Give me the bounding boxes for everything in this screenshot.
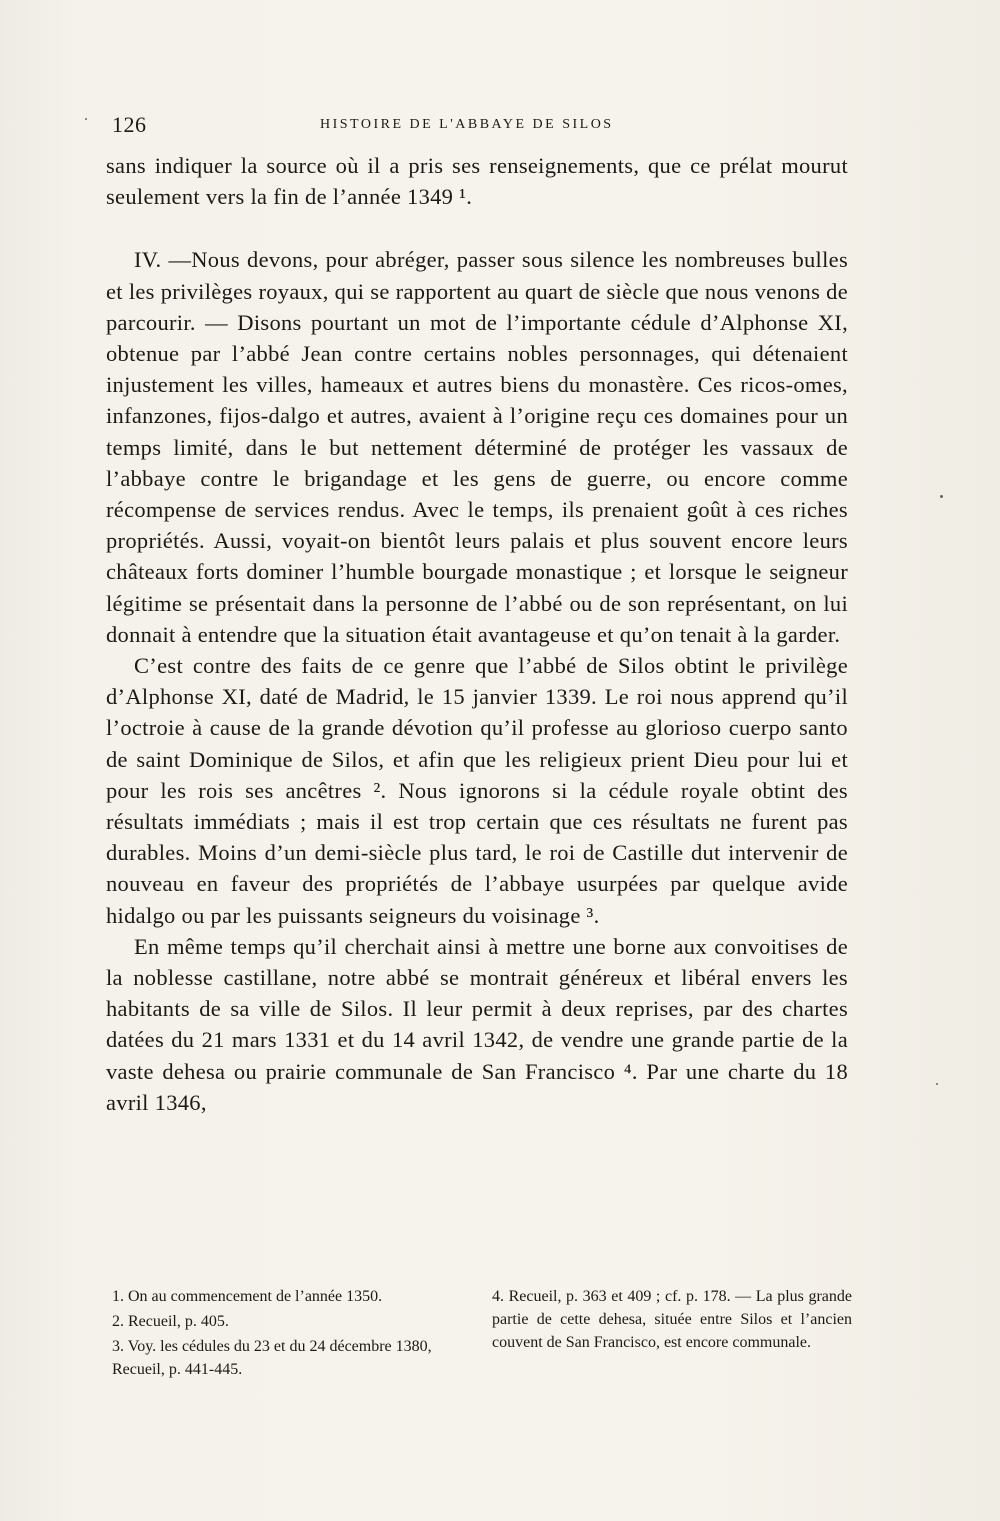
paragraph: En même temps qu’il cherchait ainsi à mettre une borne aux convoitises de la noblesse castillane, notre abbé se montrait généreux et libéral envers les habitants de sa ville de Silos. Il leur permit à deux reprises, par des chartes datées du 21 mars 1331 et du 14 avril 1342, de vendre une grande partie de la vaste dehesa ou prairie communale de San Francisco ⁴. Par une charte du 18 avril 1346, (106, 933, 848, 1115)
page-number: 126 (112, 112, 147, 137)
footnotes-right-column (492, 1285, 852, 1383)
page-header (112, 112, 852, 142)
scan-speck (85, 118, 87, 120)
footnote: 4. Recueil, p. 363 et 409 ; cf. p. 178. — La plus grande partie de cette dehesa, située entre Silos et l’ancien couvent de San Francisco, est encore communale. (492, 1288, 852, 1351)
paragraph: IV. —Nous devons, pour abréger, passer sous silence les nombreuses bulles et les privilèges royaux, qui se rapportent au quart de siècle que nous venons de parcourir. — Disons pourtant un mot de l’importante cédule d’Alphonse XI, obtenue par l’abbé Jean contre certains nobles personnages, qui détenaient injustement les villes, hameaux et autres biens du monastère. Ces ricos-omes, infanzones, fijos-dalgo et autres, avaient à l’origine reçu ces domaines pour un temps limité, dans le but nettement déterminé de protéger les vassaux de l’abbaye contre le brigandage et les gens de guerre, ou encore comme récompense de services rendus. Avec le temps, ils prenaient goût à ces riches propriétés. Aussi, voyait-on bientôt leurs palais et plus souvent encore leurs châteaux forts dominer l’humble bourgade monastique ; et lorsque le seigneur légitime se présentait dans la personne de l’abbé ou de son représentant, on lui donnait à entendre que la situation était avantageuse et qu’on tenait à la garder. (106, 247, 848, 647)
footnote: 2. Recueil, p. 405. (112, 1313, 229, 1330)
footnotes-left-column (112, 1285, 462, 1383)
footnote: 3. Voy. les cédules du 23 et du 24 décembre 1380, Recueil, p. 441-445. (112, 1338, 432, 1378)
scan-speck (936, 1083, 938, 1085)
paragraph: sans indiquer la source où il a pris ses renseignements, que ce prélat mourut seulement vers la fin de l’année 1349 ¹. (106, 153, 848, 210)
body-text (106, 150, 848, 1118)
paragraph: C’est contre des faits de ce genre que l’abbé de Silos obtint le privilège d’Alphonse XI, daté de Madrid, le 15 janvier 1339. Le roi nous apprend qu’il l’octroie à cause de la grande dévotion qu’il professe au glorioso cuerpo santo de saint Dominique de Silos, et afin que les religieux prient Dieu pour lui et pour les rois ses ancêtres ². Nous ignorons si la cédule royale obtint des résultats immédiats ; mais il est trop certain que ces résultats ne furent pas durables. Moins d’un demi-siècle plus tard, le roi de Castille dut intervenir de nouveau en faveur des propriétés de l’abbaye usurpées par quelque avide hidalgo ou par les puissants seigneurs du voisinage ³. (106, 653, 848, 928)
footnote: 1. On au commencement de l’année 1350. (112, 1288, 383, 1305)
running-title: HISTOIRE DE L'ABBAYE DE SILOS (320, 117, 614, 132)
scan-speck (940, 495, 943, 498)
footnotes (112, 1285, 852, 1383)
